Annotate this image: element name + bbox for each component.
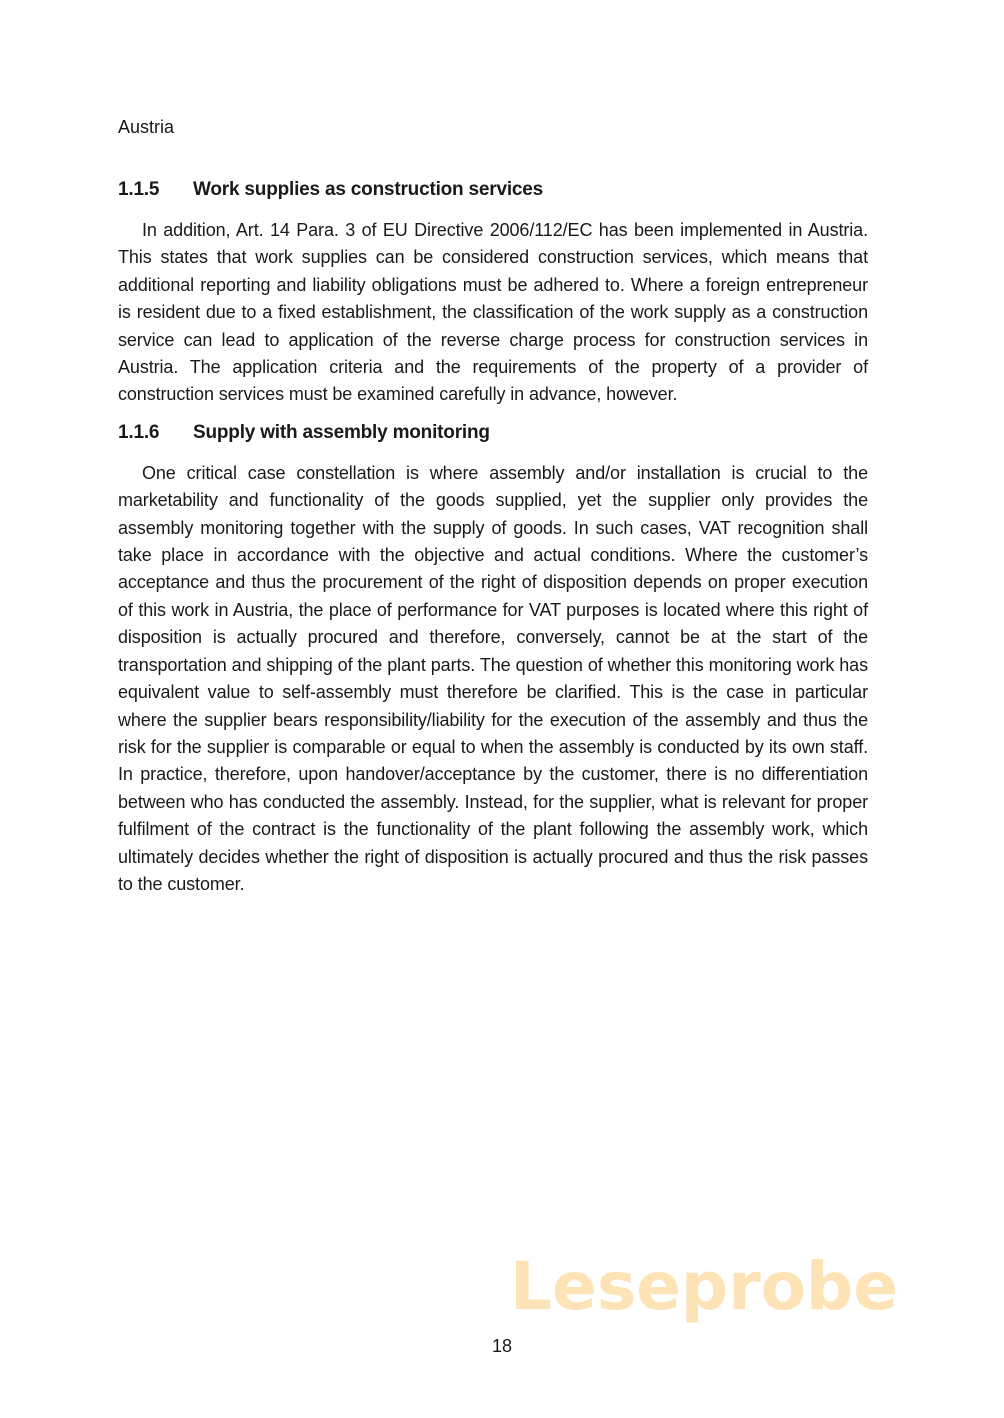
section-heading-1-1-6 (118, 419, 868, 447)
section-body-paragraph: In addition, Art. 14 Para. 3 of EU Directive 2006/112/EC has been implemented in Austria. This states that work supplies can be considered construction services, which means that additional reporting and liability obligations must be adhered to. Where a foreign entrepreneur is resident due to a fixed establishment, the classification of the work supply as a construction service can lead to application of the reverse charge process for construction services in Austria. The application criteria and the requirements of the property of a provider of construction services must be examined carefully in advance, however. (118, 220, 868, 405)
section-title: Supply with assembly monitoring (193, 421, 490, 443)
running-head: Austria (118, 117, 175, 137)
section-number: 1.1.5 (118, 179, 160, 200)
page-number: 18 (491, 1336, 513, 1356)
page-content (118, 176, 868, 898)
section-body-paragraph: One critical case constellation is where assembly and/or installation is crucial to the marketability and functionality of the goods supplied, yet the supplier only provides the assembly monitoring together with the supply of goods. In such cases, VAT recognition shall take place in accordance with the objective and actual conditions. Where the customer’s acceptance and thus the procurement of the right of disposition depends on proper execution of this work in Austria, the place of performance for VAT purposes is located where this right of disposition is actually procured and therefore, conversely, cannot be at the start of the transportation and shipping of the plant parts. The question of whether this monitoring work has equivalent value to self-assembly must therefore be clarified. This is the case in particular where the supplier bears responsibility/liability for the execution of the assembly and thus the risk for the supplier is comparable or equal to when the assembly is conducted by its own staff. In practice, therefore, upon handover/acceptance by the customer, there is no differentiation between who has conducted the assembly. Instead, for the supplier, what is relevant for proper fulfilment of the contract is the functionality of the plant following the assembly work, which ultimately decides whether the right of disposition is actually procured and thus the risk passes to the customer. (118, 462, 868, 894)
section-heading-1-1-5 (118, 176, 868, 204)
watermark: Leseprobe (510, 1248, 899, 1325)
section-title: Work supplies as construction services (193, 179, 544, 200)
section-number: 1.1.6 (118, 421, 160, 443)
